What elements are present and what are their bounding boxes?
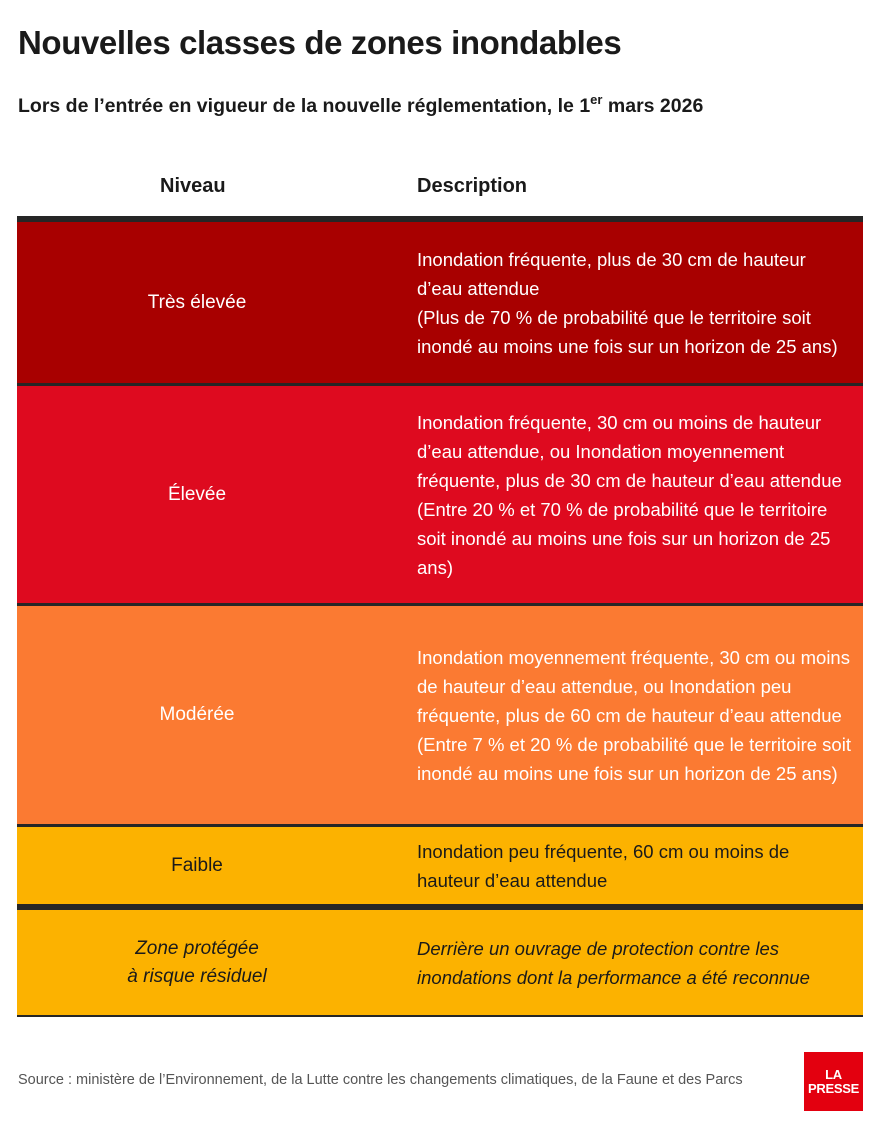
level-cell: Très élevée xyxy=(147,291,247,313)
description-probability: (Entre 20 % et 70 % de probabilité que le territoire soit inondé au moins une fois sur un horizon de 25 ans) xyxy=(417,498,831,578)
description-main: Inondation moyennement fréquente, 30 cm ou moins de hauteur d’eau attendue, ou Inondation peu fréquente, plus de 60 cm de hauteur d’eau attendue xyxy=(417,646,850,726)
la-presse-logo xyxy=(804,1052,863,1111)
table-row-faible xyxy=(17,824,863,904)
subtitle-superscript: er xyxy=(590,92,603,107)
description-cell xyxy=(377,222,863,383)
description-main: Inondation fréquente, plus de 30 cm de hauteur d’eau attendue xyxy=(417,248,806,299)
page-subtitle xyxy=(18,92,704,118)
description-probability: (Entre 7 % et 20 % de probabilité que le territoire soit inondé au moins une fois sur un horizon de 25 ans) xyxy=(417,733,851,784)
description-main: Inondation peu fréquente, 60 cm ou moins de hauteur d’eau attendue xyxy=(417,840,790,891)
logo-line-2: PRESSE xyxy=(808,1080,859,1096)
table-row-elevee xyxy=(17,383,863,603)
table-row-moderee xyxy=(17,603,863,824)
description-cell xyxy=(377,827,863,904)
level-cell: Modérée xyxy=(159,704,235,725)
column-header-level: Niveau xyxy=(160,175,226,197)
flood-zone-table xyxy=(17,160,863,1017)
table-row-tres-elevee xyxy=(17,216,863,383)
table-row-zone-protegee xyxy=(17,904,863,1017)
level-line-2: à risque résiduel xyxy=(127,965,267,987)
page-title: Nouvelles classes de zones inondables xyxy=(18,24,622,61)
logo-line-1: LA xyxy=(825,1066,842,1082)
level-line-1: Zone protégée xyxy=(135,937,259,959)
description-cell xyxy=(377,386,863,603)
table-header xyxy=(17,160,863,216)
source-note: Source : ministère de l’Environnement, de la Lutte contre les changements climatiques, de la Faune et des Parcs xyxy=(18,1072,743,1088)
subtitle-date: mars 2026 xyxy=(602,95,704,117)
description-main: Derrière un ouvrage de protection contre les inondations dont la performance a été reconnue xyxy=(417,937,810,988)
description-probability: (Plus de 70 % de probabilité que le territoire soit inondé au moins une fois sur un horizon de 25 ans) xyxy=(417,306,838,357)
description-main: Inondation fréquente, 30 cm ou moins de hauteur d’eau attendue, ou Inondation moyennement fréquente, plus de 30 cm de hauteur d’eau attendue xyxy=(417,411,842,491)
level-cell xyxy=(17,910,377,1015)
description-cell xyxy=(377,910,863,1015)
description-cell xyxy=(377,606,863,824)
column-header-description: Description xyxy=(417,175,528,197)
subtitle-text: Lors de l’entrée en vigueur de la nouvelle réglementation, le 1 xyxy=(18,95,591,117)
level-cell: Élevée xyxy=(167,483,227,505)
level-cell: Faible xyxy=(171,854,223,876)
